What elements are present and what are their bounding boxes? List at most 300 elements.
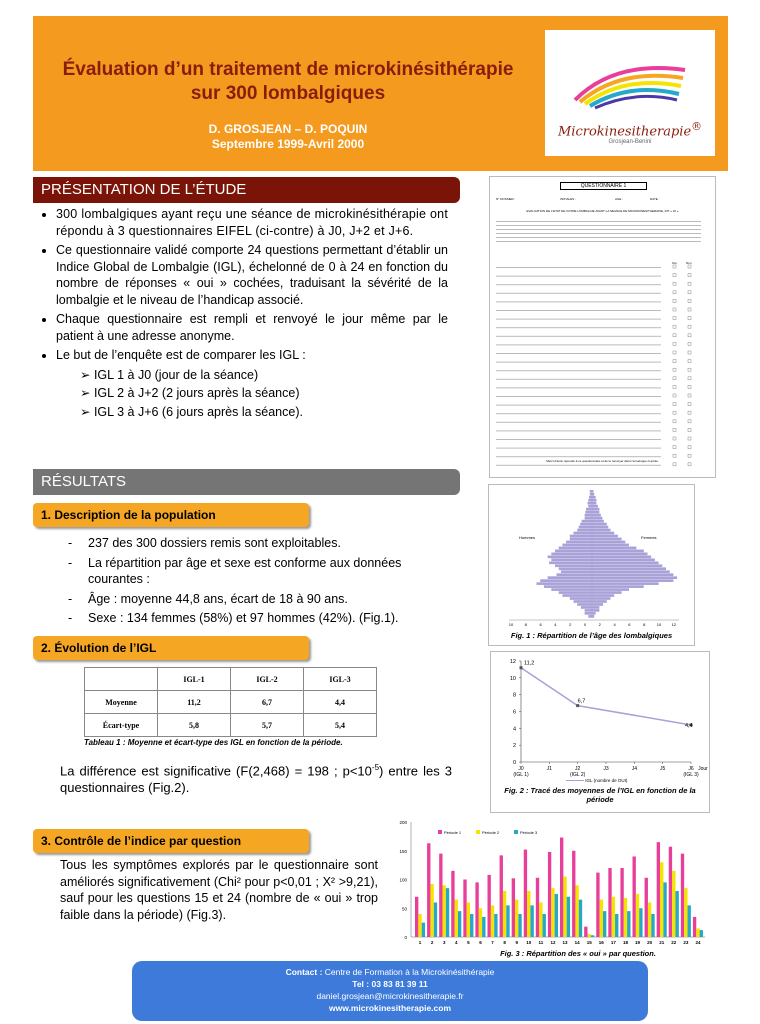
bar-période-2 [575, 885, 578, 937]
bar-période-2 [467, 903, 470, 938]
pyramid-bar-femmes [592, 561, 659, 564]
bar-période-3 [543, 914, 546, 937]
checkbox-icon [688, 463, 691, 466]
pyramid-bar-hommes [589, 496, 592, 499]
pyramid-bar-femmes [592, 547, 636, 550]
igl-table-wrap [84, 667, 377, 737]
bar-période-1 [693, 917, 696, 937]
bar-période-2 [612, 897, 615, 937]
pyramid-bar-femmes [592, 541, 625, 544]
tick-label: 2 [569, 622, 572, 627]
pyramid-bar-femmes [592, 520, 604, 523]
pyramid-bar-femmes [592, 529, 611, 532]
pyramid-bar-hommes [585, 517, 592, 520]
arrow-item [80, 404, 448, 421]
x-tick-label: 12 [550, 940, 556, 945]
questionnaire-image [489, 176, 716, 478]
bar-période-2 [479, 908, 482, 937]
questionnaire-col-yes: Oui [672, 261, 677, 265]
bar-période-2 [660, 862, 663, 937]
question-line [496, 405, 661, 406]
section-presentation-heading: PRÉSENTATION DE L’ÉTUDE [33, 177, 460, 203]
text-line [496, 241, 701, 242]
x-tick-label: 20 [647, 940, 653, 945]
checkbox-icon [673, 265, 676, 268]
pyramid-label-left: Hommes [519, 535, 536, 540]
bar-période-1 [657, 842, 660, 937]
contact-box [132, 961, 648, 1021]
tick-label: 4 [554, 622, 557, 627]
x-tick-label: 3 [442, 940, 446, 945]
y-tick-label: 8 [512, 692, 516, 699]
bullet-item: • Le but de l’enquête est de comparer les IGL : [56, 347, 448, 364]
checkbox-icon [673, 394, 676, 397]
bar-période-2 [515, 900, 518, 937]
table-cell: IGL-1 [158, 668, 231, 691]
questionnaire-field: AGE : [615, 197, 624, 201]
legend-swatch [514, 830, 518, 834]
checkbox-icon [688, 420, 691, 423]
pyramid-bar-femmes [592, 514, 601, 517]
text-line [496, 229, 701, 230]
x-tick-label: 18 [622, 940, 628, 945]
question-line [496, 379, 661, 380]
checkbox-icon [673, 368, 676, 371]
pyramid-bar-hommes [551, 558, 592, 561]
x-axis-label: Jour [698, 766, 708, 772]
pyramid-bar-hommes [577, 603, 592, 606]
pyramid-bar-femmes [592, 511, 599, 514]
bar-période-1 [439, 854, 442, 937]
bar-période-1 [548, 852, 551, 937]
bar-période-3 [555, 894, 558, 937]
checkbox-icon [688, 351, 691, 354]
checkbox-icon [688, 299, 691, 302]
x-tick-sublabel: (IGL 3) [683, 772, 699, 778]
question-line [496, 319, 661, 320]
bar-période-1 [475, 882, 478, 937]
x-tick-label: 5 [467, 940, 470, 945]
contact-email[interactable]: daniel.grosjean@microkinesitherapie.fr [316, 991, 464, 1001]
table-caption: Tableau 1 : Moyenne et écart-type des IGL en fonction de la période. [84, 738, 343, 747]
data-point [520, 666, 523, 669]
checkbox-icon [688, 368, 691, 371]
x-tick-sublabel: (IGL 2) [569, 772, 586, 778]
legend-label: Période 1 [444, 830, 462, 835]
igl-series-line [521, 668, 691, 725]
pyramid-bar-hommes [556, 573, 592, 576]
bar-période-3 [675, 891, 678, 937]
question-line [496, 465, 661, 466]
list-item: - Sexe : 134 femmes (58%) et 97 hommes (42%). (Fig.1). [88, 610, 450, 627]
logo-subtitle: Grosjean-Benini [608, 139, 652, 145]
bar-période-1 [669, 847, 672, 937]
y-tick-label: 6 [512, 709, 516, 716]
question-line [496, 267, 661, 268]
checkbox-icon [688, 274, 691, 277]
pyramid-bar-femmes [592, 505, 598, 508]
checkbox-icon [673, 308, 676, 311]
bar-période-1 [596, 873, 599, 937]
bar-période-2 [648, 903, 651, 938]
x-tick-label: J6 [688, 766, 694, 772]
pyramid-bar-hommes [548, 555, 592, 558]
bar-période-3 [591, 935, 594, 937]
logo [545, 30, 715, 156]
bar-période-3 [530, 905, 533, 937]
text-line [496, 225, 701, 226]
pyramid-bar-hommes [585, 612, 592, 615]
pyramid-bar-hommes [544, 585, 592, 588]
bar-période-3 [458, 911, 461, 937]
x-tick-label: 19 [635, 940, 641, 945]
y-tick-label: 12 [509, 659, 516, 665]
question-line [496, 344, 661, 345]
pyramid-bar-femmes [592, 550, 644, 553]
question-line [496, 362, 661, 363]
checkbox-icon [688, 403, 691, 406]
x-tick-label: 22 [671, 940, 677, 945]
x-tick-label: 2 [430, 940, 434, 945]
bar-période-2 [491, 905, 494, 937]
checkbox-icon [673, 351, 676, 354]
pyramid-bar-hommes [570, 535, 592, 538]
population-body [50, 535, 450, 630]
line-legend [566, 778, 627, 783]
bar-période-3 [700, 930, 703, 937]
bar-période-2 [418, 914, 421, 937]
title-line-2: sur 300 lombalgiques [190, 83, 386, 104]
bar-période-1 [512, 878, 515, 937]
igl-table [84, 667, 377, 737]
table-cell: 5,8 [158, 714, 231, 737]
y-tick-label: 50 [401, 906, 407, 912]
question-line [496, 439, 661, 440]
figure-3-caption: Fig. 3 : Répartition des « oui » par question. [500, 949, 656, 958]
bar-période-1 [500, 855, 503, 937]
x-tick-label: 23 [683, 940, 689, 945]
checkbox-icon [673, 385, 676, 388]
arrow-item-text: IGL 3 à J+6 (6 jours après la séance). [93, 404, 303, 419]
bar-période-1 [560, 838, 563, 937]
population-list [50, 535, 450, 627]
pyramid-bar-femmes [592, 606, 599, 609]
table-cell: 4,4 [304, 691, 377, 714]
bar-période-3 [663, 882, 666, 937]
pyramid-bar-femmes [592, 544, 629, 547]
legend-label: Période 2 [482, 830, 500, 835]
x-tick-label: 17 [610, 940, 616, 945]
pyramid-bar-femmes [592, 570, 670, 573]
question-line [496, 413, 661, 414]
x-tick-label: 4 [455, 940, 458, 945]
x-tick-label: J0 [518, 766, 524, 772]
pyramid-bar-femmes [592, 564, 662, 567]
checkbox-icon [673, 334, 676, 337]
table-row [85, 691, 377, 714]
logo-text [545, 120, 715, 139]
y-tick-label: 0 [512, 760, 516, 766]
pyramid-bar-hommes [562, 544, 592, 547]
pyramid-bar-femmes [592, 597, 611, 600]
bar-période-3 [470, 914, 473, 937]
pyramid-bar-hommes [590, 490, 592, 493]
checkbox-icon [688, 377, 691, 380]
pyramid-bar-femmes [592, 532, 614, 535]
contact-tel: Tel : 03 83 81 39 11 [352, 979, 428, 989]
checkbox-icon [673, 411, 676, 414]
table-cell: IGL-3 [304, 668, 377, 691]
table-cell: IGL-2 [231, 668, 304, 691]
x-tick-label: J3 [603, 766, 609, 772]
bar-période-1 [488, 875, 491, 937]
presentation-bullets [40, 206, 448, 364]
bar-période-1 [536, 878, 539, 937]
figure-2 [490, 651, 710, 813]
significance-text-end: ) entre les 3 questionnaires (Fig.2). [60, 763, 452, 795]
bar-période-3 [434, 903, 437, 938]
checkbox-icon [688, 454, 691, 457]
checkbox-icon [688, 428, 691, 431]
arrow-item-text: IGL 1 à J0 (jour de la séance) [93, 367, 259, 382]
question-line [496, 370, 661, 371]
pyramid-bar-femmes [592, 558, 655, 561]
checkbox-icon [673, 342, 676, 345]
x-tick-label: J2 [575, 766, 581, 772]
study-dates: Septembre 1999-Avril 2000 [211, 137, 365, 151]
y-tick-label: 150 [399, 848, 407, 854]
checkbox-icon [673, 437, 676, 440]
checkbox-icon [673, 317, 676, 320]
pyramid-bar-hommes [588, 615, 592, 618]
igl-list [40, 367, 448, 421]
question-line [496, 284, 661, 285]
data-label: 4,4 [685, 722, 693, 729]
checkbox-icon [673, 291, 676, 294]
tick-label: 12 [671, 622, 677, 627]
bar-période-3 [579, 900, 582, 937]
bar-période-3 [639, 908, 642, 937]
checkbox-icon [688, 446, 691, 449]
x-tick-label: 16 [598, 940, 604, 945]
pyramid-bar-femmes [592, 555, 651, 558]
table-cell [85, 668, 158, 691]
pyramid-bar-hommes [585, 609, 592, 612]
figure-3 [393, 818, 711, 961]
bar-période-3 [567, 897, 570, 937]
pyramid-bar-hommes [574, 532, 593, 535]
checkbox-icon [673, 274, 676, 277]
pyramid-bar-hommes [559, 547, 592, 550]
pyramid-bar-hommes [579, 526, 592, 529]
text-line [496, 221, 701, 222]
checkbox-icon [688, 385, 691, 388]
bar-période-2 [551, 888, 554, 937]
question-line [496, 336, 661, 337]
question-line [496, 301, 661, 302]
pyramid-bar-hommes [588, 499, 592, 502]
pyramid-bar-femmes [592, 496, 596, 499]
data-label: 6,7 [577, 698, 586, 705]
legend-swatch [476, 830, 480, 834]
pyramid-bar-femmes [592, 523, 607, 526]
subheading-igl: 2. Évolution de l’IGL [33, 636, 309, 660]
questionnaire-field: DATE : [650, 197, 660, 201]
questionnaire-lines [496, 221, 708, 471]
pyramid-bar-femmes [592, 553, 648, 556]
pyramid-bar-femmes [592, 594, 614, 597]
bar-période-2 [443, 885, 446, 937]
tick-label: 10 [508, 622, 514, 627]
pyramid-bar-femmes [592, 591, 622, 594]
contact-line [132, 966, 648, 978]
checkbox-icon [673, 463, 676, 466]
figure-1-caption: Fig. 1 : Répartition de l’âge des lombalgiques [510, 631, 673, 640]
bar-période-3 [494, 914, 497, 937]
pyramid-bar-hommes [585, 511, 592, 514]
bar-période-3 [651, 914, 654, 937]
bar-période-1 [524, 850, 527, 937]
yes-count-bar-chart [393, 818, 711, 950]
y-tick-label: 4 [512, 726, 516, 733]
x-tick-label: 13 [562, 940, 568, 945]
bar-période-3 [615, 914, 618, 937]
legend-label: IGL (nombre de OUI) [585, 778, 628, 783]
question-line [496, 310, 661, 311]
question-line [496, 448, 661, 449]
bar-période-3 [518, 914, 521, 937]
list-item: - 237 des 300 dossiers remis sont exploitables. [88, 535, 450, 552]
arrow-icon: ➢ [80, 386, 94, 400]
x-tick-label: 11 [538, 940, 544, 945]
pyramid-bar-hommes [551, 553, 592, 556]
pyramid-bar-femmes [592, 508, 599, 511]
checkbox-icon [673, 428, 676, 431]
checkbox-icon [673, 420, 676, 423]
x-tick-sublabel: (IGL 1) [513, 772, 529, 778]
bar-période-1 [608, 868, 611, 937]
bar-période-2 [503, 891, 506, 937]
pyramid-bar-hommes [548, 576, 592, 579]
checkbox-icon [673, 403, 676, 406]
bullet-item: • 300 lombalgiques ayant reçu une séance de microkinésithérapie ont répondu à 3 questionnaires EIFEL (ci-contre) à J0, J+2 et J+6. [56, 206, 448, 239]
pyramid-bar-femmes [592, 493, 594, 496]
pyramid-bar-hommes [570, 538, 592, 541]
bar-période-1 [451, 871, 454, 937]
bar-période-2 [600, 900, 603, 937]
contact-label: Contact : [285, 967, 323, 977]
pyramid-bar-femmes [592, 490, 593, 493]
table-header-row [85, 668, 377, 691]
checkbox-icon [673, 299, 676, 302]
checkbox-icon [673, 377, 676, 380]
bar-période-2 [588, 934, 591, 937]
tick-label: 10 [656, 622, 662, 627]
contact-web[interactable]: www.microkinesitherapie.com [328, 1003, 452, 1013]
bar-période-2 [636, 894, 639, 937]
bar-période-1 [463, 880, 466, 938]
x-tick-label: 9 [515, 940, 518, 945]
bar-période-2 [455, 900, 458, 937]
bar-période-2 [684, 888, 687, 937]
questionnaire-title: QUESTIONNAIRE 1 [560, 182, 647, 190]
checkbox-icon [688, 411, 691, 414]
checkbox-icon [688, 265, 691, 268]
bar-période-2 [563, 877, 566, 937]
pyramid-bar-hommes [537, 582, 593, 585]
legend-swatch [566, 780, 584, 781]
significance-exponent: -5 [371, 763, 380, 772]
pyramid-bar-femmes [592, 526, 608, 529]
pyramid-bar-hommes [562, 594, 592, 597]
question-line [496, 396, 661, 397]
pyramid-bar-femmes [592, 588, 629, 591]
pyramid-bar-femmes [592, 535, 618, 538]
bar-période-1 [645, 878, 648, 937]
checkbox-icon [688, 334, 691, 337]
x-tick-label: 7 [491, 940, 494, 945]
question-line [496, 456, 661, 457]
logo-swoosh-icon [565, 40, 695, 115]
checkbox-icon [688, 342, 691, 345]
questionnaire-field: N° DOSSIER : [496, 197, 516, 201]
questionnaire-footer: Merci d'avoir répondu à ce questionnaire et de le renvoyer dans l'enveloppe ci-jointe. [546, 459, 659, 463]
pyramid-label-right: Femmes [641, 535, 657, 540]
table-cell: 5,7 [231, 714, 304, 737]
pyramid-bar-femmes [592, 612, 596, 615]
age-pyramid-chart [489, 485, 694, 633]
bar-période-2 [672, 871, 675, 937]
table-cell: 11,2 [158, 691, 231, 714]
checkbox-icon [673, 325, 676, 328]
pyramid-bar-femmes [592, 582, 659, 585]
table-cell: 6,7 [231, 691, 304, 714]
arrow-item-text: IGL 2 à J+2 (2 jours après la séance) [93, 386, 300, 400]
bar-période-1 [584, 927, 587, 937]
questionnaire-col-no: Non [686, 261, 692, 265]
bar-période-3 [446, 888, 449, 937]
question-line [496, 430, 661, 431]
x-tick-label: 8 [503, 940, 506, 945]
bullet-item: • Chaque questionnaire est rempli et renvoyé le jour même par le patient à une adresse anonyme. [56, 311, 448, 344]
arrow-icon: ➢ [80, 367, 94, 382]
bar-période-1 [427, 843, 430, 937]
pyramid-bar-hommes [551, 588, 592, 591]
x-tick-label: 14 [574, 940, 580, 945]
tick-label: 6 [628, 622, 631, 627]
logo-registered-mark: ® [691, 120, 702, 133]
pyramid-bar-femmes [592, 600, 607, 603]
checkbox-icon [688, 437, 691, 440]
checkbox-icon [673, 454, 676, 457]
checkbox-icon [688, 317, 691, 320]
legend-label: Période 3 [520, 830, 538, 835]
bar-période-2 [527, 891, 530, 937]
tick-label: 8 [643, 622, 646, 627]
x-tick-label: J1 [546, 766, 552, 772]
tick-label: 8 [524, 622, 527, 627]
x-tick-label: 15 [586, 940, 592, 945]
contact-org: Centre de Formation à la Microkinésithérapie [324, 967, 495, 977]
question-line [496, 276, 661, 277]
x-tick-label: 1 [418, 940, 422, 945]
pyramid-bar-femmes [592, 579, 673, 582]
logo-wordmark: Microkinesitherapie [558, 124, 692, 140]
authors-block [33, 122, 543, 152]
text-line [496, 233, 701, 234]
list-item: - La répartition par âge et sexe est conforme aux données courantes : [88, 555, 450, 588]
arrow-item [80, 385, 448, 402]
